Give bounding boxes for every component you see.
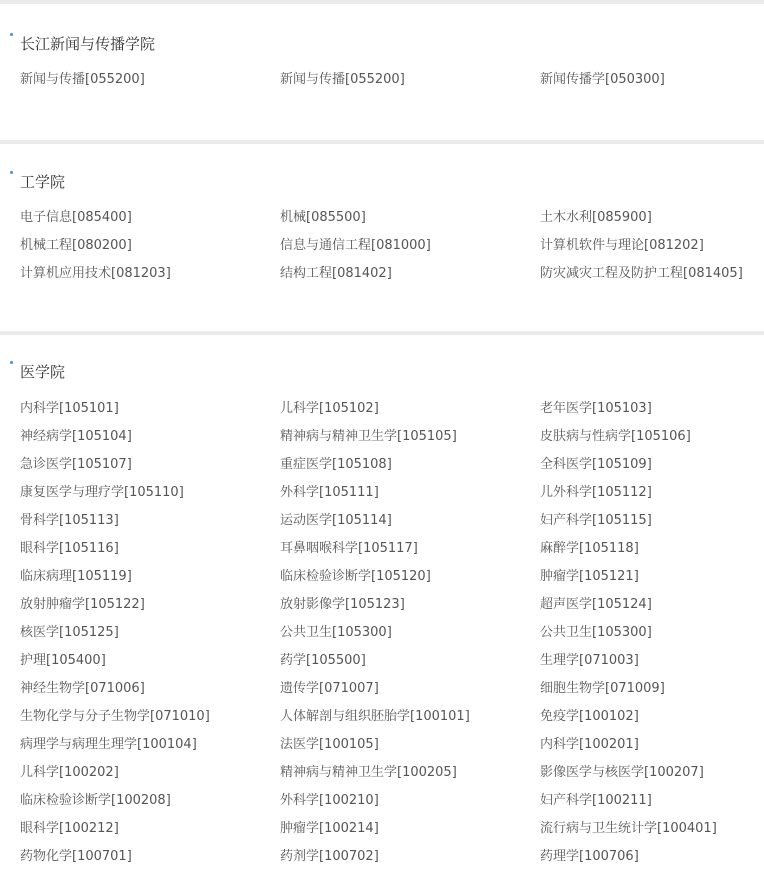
top-divider	[0, 0, 764, 4]
program-item: 生理学[071003]	[540, 653, 639, 668]
section-medical-school	[0, 361, 764, 871]
program-item: 妇产科学[100211]	[540, 793, 652, 808]
program-item: 免疫学[100102]	[540, 709, 639, 724]
bullet-dot-icon	[10, 171, 13, 174]
program-item: 临床病理[105119]	[20, 569, 132, 584]
program-item: 全科医学[105109]	[540, 457, 652, 472]
program-item: 计算机应用技术[081203]	[20, 266, 171, 281]
program-item: 骨科学[105113]	[20, 513, 119, 528]
program-row	[0, 731, 764, 759]
program-item: 药剂学[100702]	[280, 849, 379, 864]
section-title: 长江新闻与传播学院	[20, 35, 156, 53]
program-item: 遗传学[071007]	[280, 681, 379, 696]
program-row	[0, 843, 764, 871]
program-item: 机械[085500]	[280, 210, 366, 225]
program-item: 运动医学[105114]	[280, 513, 392, 528]
program-item: 急诊医学[105107]	[20, 457, 132, 472]
program-item: 法医学[100105]	[280, 737, 379, 752]
program-item: 耳鼻咽喉科学[105117]	[280, 541, 418, 556]
program-item: 计算机软件与理论[081202]	[540, 238, 704, 253]
program-row	[0, 535, 764, 563]
bullet-dot-icon	[10, 33, 13, 36]
program-item: 生物化学与分子生物学[071010]	[20, 709, 210, 724]
program-item: 新闻传播学[050300]	[540, 72, 665, 87]
program-row	[0, 479, 764, 507]
program-item: 细胞生物学[071009]	[540, 681, 665, 696]
program-row	[0, 759, 764, 787]
program-row	[0, 260, 764, 288]
program-item: 肿瘤学[105121]	[540, 569, 639, 584]
program-item: 病理学与病理生理学[100104]	[20, 737, 197, 752]
section-engineering-school	[0, 171, 764, 335]
program-item: 精神病与精神卫生学[105105]	[280, 429, 457, 444]
program-item: 机械工程[080200]	[20, 238, 132, 253]
program-row	[0, 204, 764, 232]
program-item: 眼科学[100212]	[20, 821, 119, 836]
program-item: 外科学[105111]	[280, 485, 379, 500]
program-item: 结构工程[081402]	[280, 266, 392, 281]
program-item: 新闻与传播[055200]	[280, 72, 405, 87]
program-grid	[0, 204, 764, 288]
section-title: 工学院	[20, 173, 66, 191]
program-row	[0, 647, 764, 675]
program-item: 老年医学[105103]	[540, 401, 652, 416]
program-row	[0, 591, 764, 619]
program-item: 影像医学与核医学[100207]	[540, 765, 704, 780]
program-item: 防灾减灾工程及防护工程[081405]	[540, 266, 743, 281]
program-row	[0, 395, 764, 423]
section-title: 医学院	[20, 363, 66, 381]
program-item: 护理[105400]	[20, 653, 106, 668]
program-item: 儿科学[100202]	[20, 765, 119, 780]
program-row	[0, 787, 764, 815]
program-row	[0, 232, 764, 260]
program-row	[0, 675, 764, 703]
program-item: 眼科学[105116]	[20, 541, 119, 556]
program-item: 皮肤病与性病学[105106]	[540, 429, 691, 444]
program-item: 内科学[100201]	[540, 737, 639, 752]
program-item: 妇产科学[105115]	[540, 513, 652, 528]
program-item: 流行病与卫生统计学[100401]	[540, 821, 717, 836]
program-grid	[0, 66, 764, 94]
program-row	[0, 423, 764, 451]
program-item: 电子信息[085400]	[20, 210, 132, 225]
section-journalism-school	[0, 33, 764, 144]
bullet-dot-icon	[10, 361, 13, 364]
program-item: 土木水利[085900]	[540, 210, 652, 225]
program-item: 信息与通信工程[081000]	[280, 238, 431, 253]
program-item: 药理学[100706]	[540, 849, 639, 864]
program-grid	[0, 395, 764, 871]
program-row	[0, 563, 764, 591]
program-item: 超声医学[105124]	[540, 597, 652, 612]
program-item: 康复医学与理疗学[105110]	[20, 485, 184, 500]
program-row	[0, 815, 764, 843]
program-item: 公共卫生[105300]	[540, 625, 652, 640]
program-item: 药学[105500]	[280, 653, 366, 668]
program-item: 肿瘤学[100214]	[280, 821, 379, 836]
program-row	[0, 619, 764, 647]
program-item: 放射肿瘤学[105122]	[20, 597, 145, 612]
program-row	[0, 66, 764, 94]
program-item: 外科学[100210]	[280, 793, 379, 808]
program-item: 麻醉学[105118]	[540, 541, 639, 556]
program-item: 儿科学[105102]	[280, 401, 379, 416]
section-header	[0, 171, 764, 193]
section-header	[0, 33, 764, 55]
program-item: 核医学[105125]	[20, 625, 119, 640]
program-item: 新闻与传播[055200]	[20, 72, 145, 87]
program-item: 药物化学[100701]	[20, 849, 132, 864]
program-item: 公共卫生[105300]	[280, 625, 392, 640]
program-row	[0, 451, 764, 479]
section-header	[0, 361, 764, 383]
program-item: 儿外科学[105112]	[540, 485, 652, 500]
program-item: 神经病学[105104]	[20, 429, 132, 444]
program-item: 精神病与精神卫生学[100205]	[280, 765, 457, 780]
program-item: 人体解剖与组织胚胎学[100101]	[280, 709, 470, 724]
program-item: 重症医学[105108]	[280, 457, 392, 472]
program-item: 神经生物学[071006]	[20, 681, 145, 696]
program-row	[0, 703, 764, 731]
program-item: 临床检验诊断学[100208]	[20, 793, 171, 808]
program-row	[0, 507, 764, 535]
program-item: 内科学[105101]	[20, 401, 119, 416]
program-item: 放射影像学[105123]	[280, 597, 405, 612]
program-item: 临床检验诊断学[105120]	[280, 569, 431, 584]
